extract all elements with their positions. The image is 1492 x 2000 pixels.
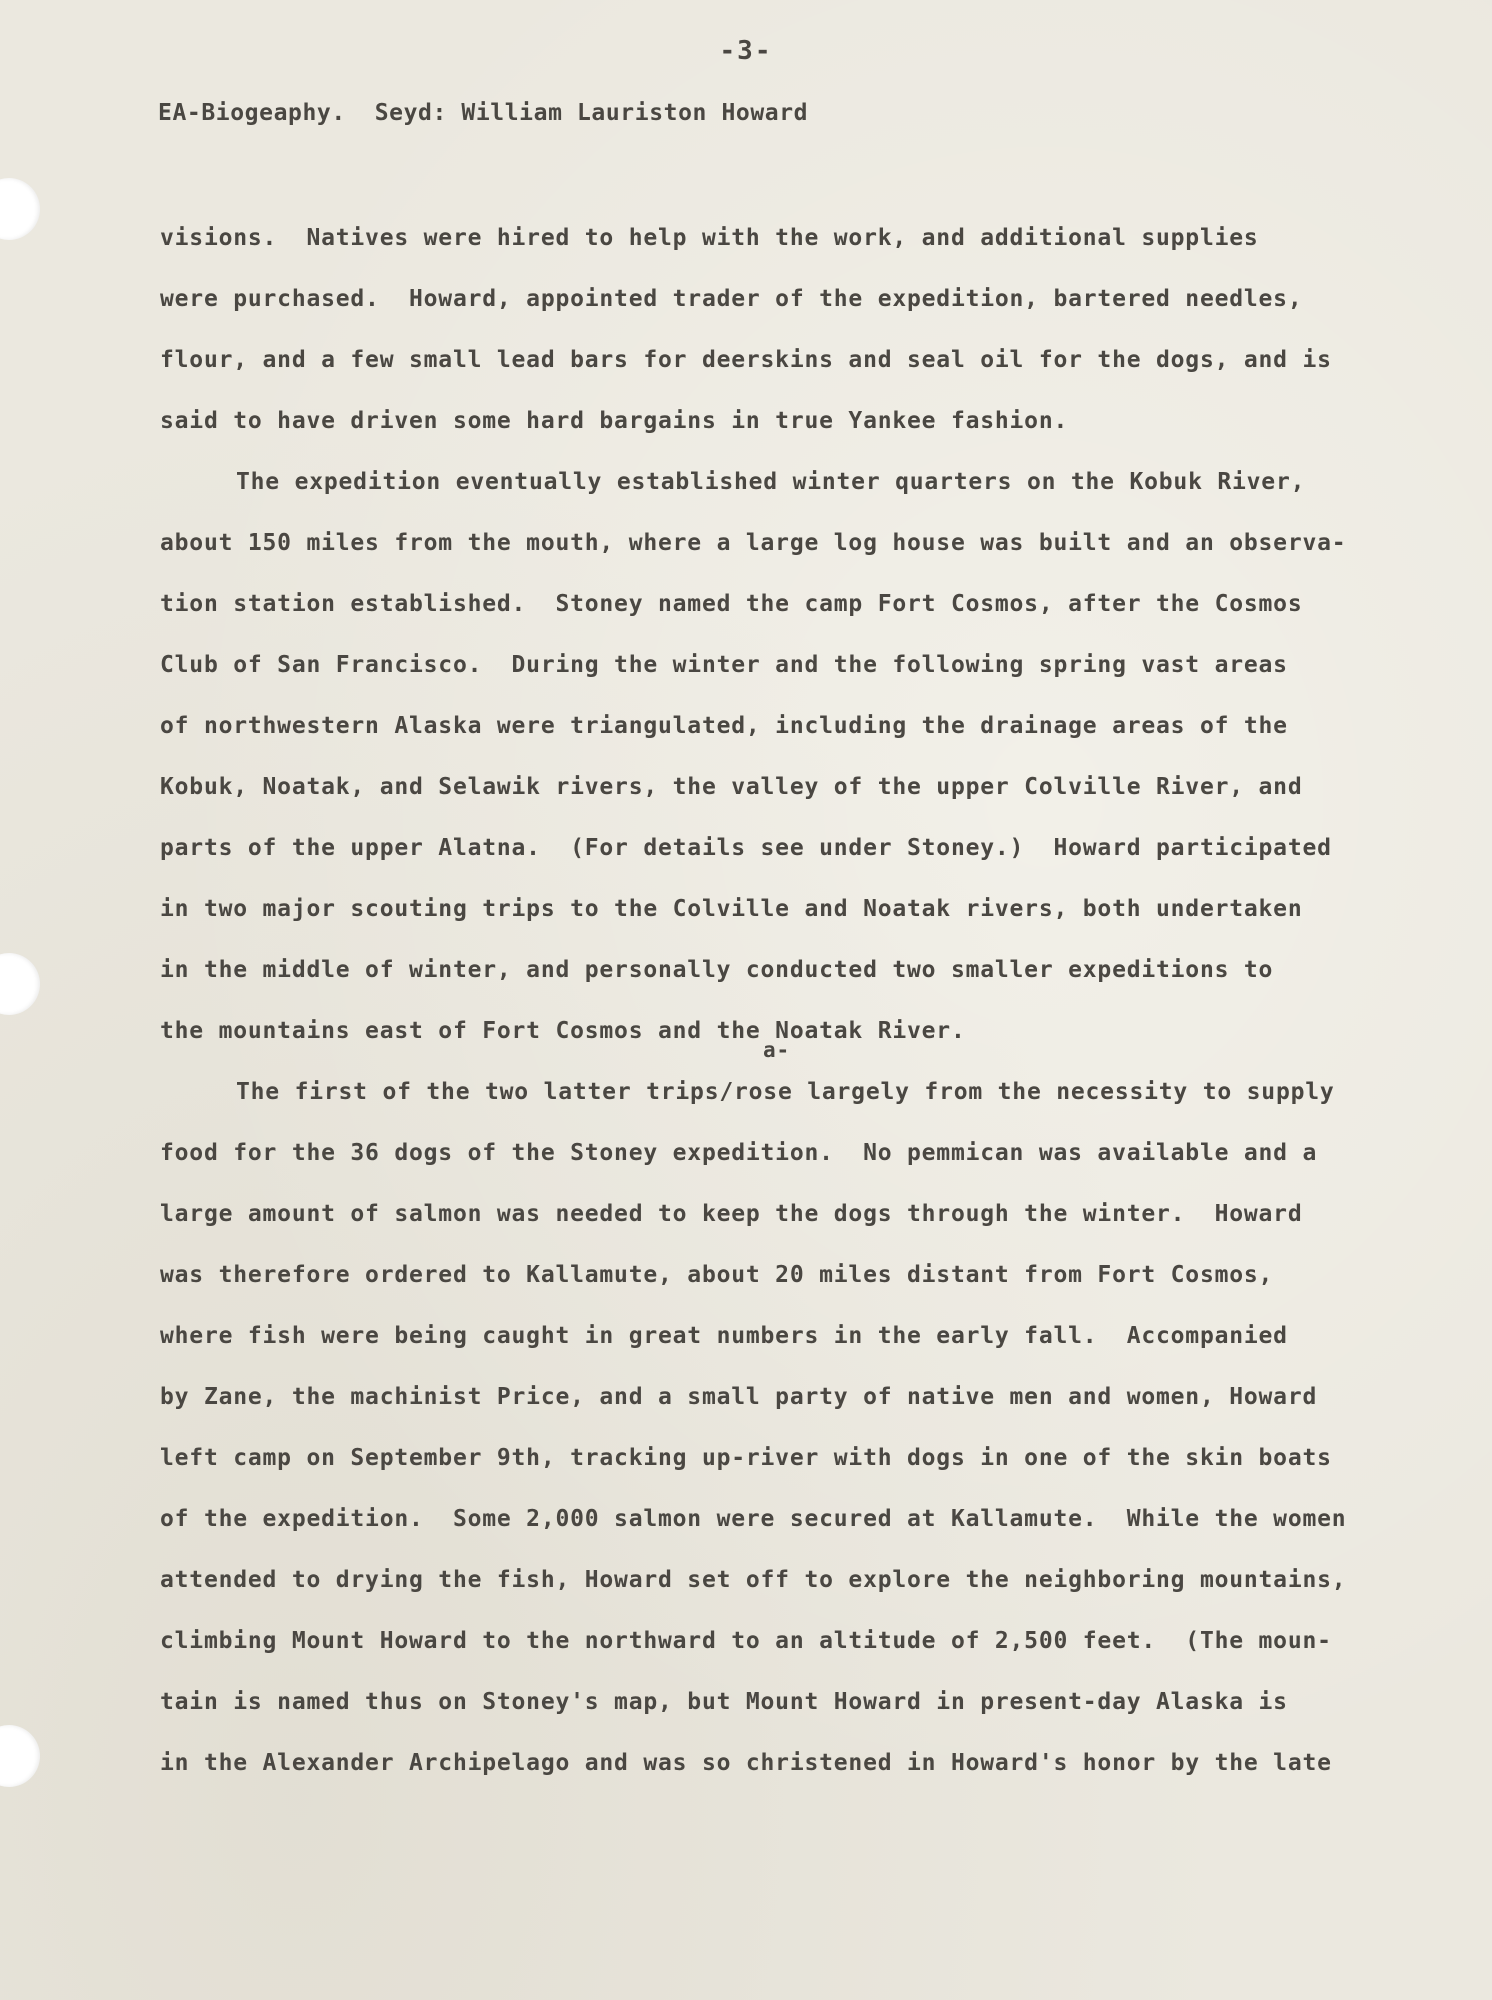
text-line-content: in the middle of winter, and personally conducted two smaller expeditions to [160, 957, 1274, 983]
punch-hole [0, 953, 40, 1015]
text-line [160, 1621, 1410, 1682]
text-line [160, 1743, 1410, 1804]
body-text [160, 218, 1410, 1804]
text-line-content: Kobuk, Noatak, and Selawik rivers, the valley of the upper Colville River, and [160, 774, 1303, 800]
text-line-content: food for the 36 dogs of the Stoney expedition. No pemmican was available and a [160, 1140, 1318, 1166]
text-line [160, 1133, 1410, 1194]
handwritten-insert-mark: a- [763, 1038, 790, 1062]
text-line-content: parts of the upper Alatna. (For details see under Stoney.) Howard participated [160, 835, 1332, 861]
text-line-content: visions. Natives were hired to help with the work, and additional supplies [160, 225, 1259, 251]
text-line [160, 462, 1410, 523]
text-line [160, 1438, 1410, 1499]
text-line-content: the mountains east of Fort Cosmos and the Noatak River. [160, 1018, 966, 1044]
text-line-content: said to have driven some hard bargains in true Yankee fashion. [160, 408, 1069, 434]
text-line-content: tion station established. Stoney named the camp Fort Cosmos, after the Cosmos [160, 591, 1303, 617]
text-line [160, 1377, 1410, 1438]
text-line-content: in the Alexander Archipelago and was so christened in Howard's honor by the late [160, 1750, 1332, 1776]
text-line [160, 1255, 1410, 1316]
text-line-content: were purchased. Howard, appointed trader of the expedition, bartered needles, [160, 286, 1303, 312]
text-line [160, 645, 1410, 706]
text-line [160, 279, 1410, 340]
text-line [160, 218, 1410, 279]
text-line-content: about 150 miles from the mouth, where a large log house was built and an observa- [160, 530, 1347, 556]
page-number: -3- [719, 36, 773, 66]
text-line [160, 767, 1410, 828]
text-line [160, 1560, 1410, 1621]
text-line-content: flour, and a few small lead bars for deerskins and seal oil for the dogs, and is [160, 347, 1332, 373]
text-line [160, 828, 1410, 889]
text-line [160, 1682, 1410, 1743]
text-line-content: Club of San Francisco. During the winter and the following spring vast areas [160, 652, 1288, 678]
text-line-content: was therefore ordered to Kallamute, about 20 miles distant from Fort Cosmos, [160, 1262, 1274, 1288]
text-line-content: of northwestern Alaska were triangulated, including the drainage areas of the [160, 713, 1288, 739]
text-line [160, 1038, 1410, 1133]
text-line [160, 1194, 1410, 1255]
text-line [160, 706, 1410, 767]
text-line [160, 584, 1410, 645]
text-line-content: of the expedition. Some 2,000 salmon were secured at Kallamute. While the women [160, 1506, 1347, 1532]
text-line-content: large amount of salmon was needed to keep the dogs through the winter. Howard [160, 1201, 1303, 1227]
text-line-content: where fish were being caught in great numbers in the early fall. Accompanied [160, 1323, 1288, 1349]
text-line [160, 889, 1410, 950]
text-line-content: in two major scouting trips to the Colville and Noatak rivers, both undertaken [160, 896, 1303, 922]
text-line [160, 340, 1410, 401]
running-header: EA-Biogeaphy. Seyd: William Lauriston Howard [158, 100, 809, 126]
text-line [160, 1499, 1410, 1560]
text-line-content: left camp on September 9th, tracking up-river with dogs in one of the skin boats [160, 1445, 1332, 1471]
punch-hole [0, 178, 40, 240]
text-line-content: climbing Mount Howard to the northward to an altitude of 2,500 feet. (The moun- [160, 1628, 1332, 1654]
text-line-content: The first of the two latter trips/rose largely from the necessity to supply [236, 1079, 1335, 1105]
text-line-content: attended to drying the fish, Howard set off to explore the neighboring mountains, [160, 1567, 1347, 1593]
text-line-content: by Zane, the machinist Price, and a small party of native men and women, Howard [160, 1384, 1318, 1410]
text-line [160, 950, 1410, 1011]
text-line [160, 523, 1410, 584]
text-line [160, 401, 1410, 462]
text-line [160, 1316, 1410, 1377]
text-line-content: tain is named thus on Stoney's map, but Mount Howard in present-day Alaska is [160, 1689, 1288, 1715]
text-line-content: The expedition eventually established winter quarters on the Kobuk River, [236, 469, 1306, 495]
punch-hole [0, 1725, 40, 1787]
